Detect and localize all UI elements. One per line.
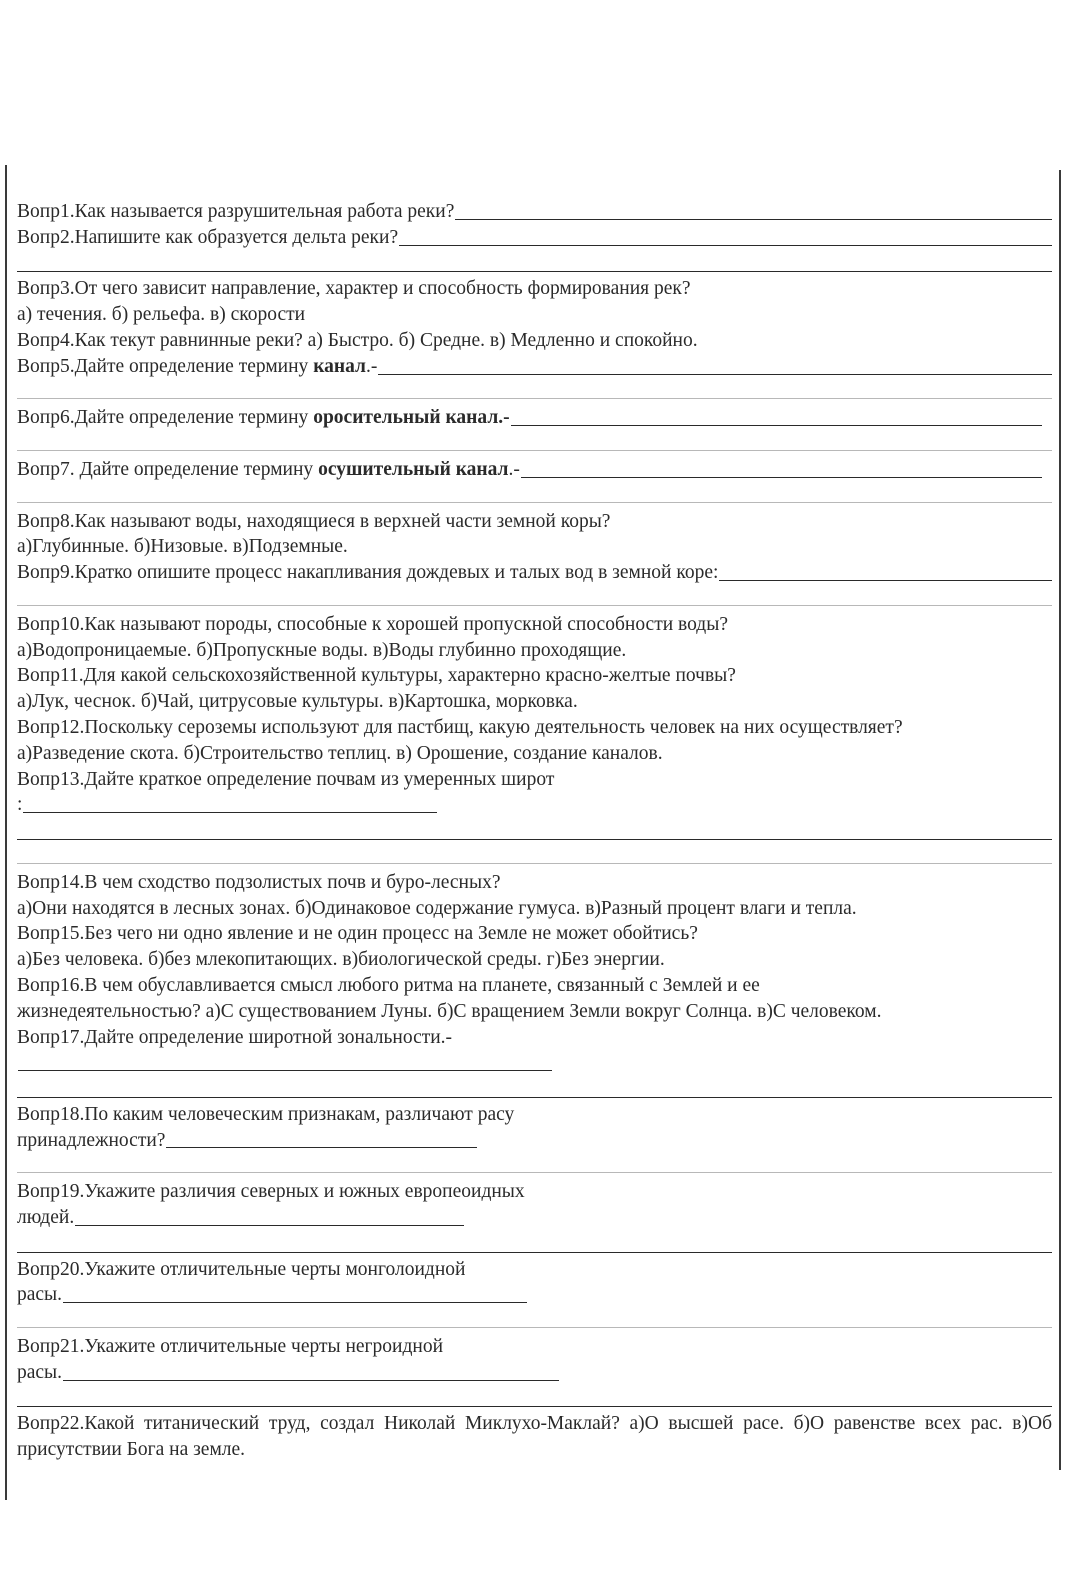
question-19-line-1: Вопр19.Укажите различия северных и южных европеоидных xyxy=(17,1181,525,1203)
question-5-prefix: Вопр5.Дайте определение термину xyxy=(17,355,314,377)
worksheet xyxy=(17,199,1052,1463)
answer-line-17[interactable] xyxy=(18,1070,552,1071)
question-21-line-2: расы. xyxy=(17,1361,63,1383)
question-2 xyxy=(17,225,1052,251)
question-7-suffix: .- xyxy=(508,458,520,480)
page-border-right xyxy=(1059,170,1061,1470)
question-1-text: Вопр1.Как называется разрушительная работа реки? xyxy=(17,201,455,222)
question-18-answer xyxy=(17,1128,477,1154)
answer-line-6b[interactable] xyxy=(17,431,1052,457)
question-13-answer xyxy=(17,792,437,818)
question-20-line-2: расы. xyxy=(17,1284,63,1306)
question-7 xyxy=(17,457,1042,483)
answer-line-6[interactable] xyxy=(511,425,1042,426)
question-4-text: Вопр4.Как текут равнинные реки? а) Быстро. б) Средне. в) Медленно и спокойно. xyxy=(17,329,698,351)
question-13-colon: : xyxy=(17,794,23,816)
question-18-line-1: Вопр18.По каким человеческим признакам, различают расу xyxy=(17,1103,515,1125)
question-3-options: а) течения. б) рельефа. в) скорости xyxy=(17,304,306,326)
question-3-text: Вопр3.От чего зависит направление, характер и способность формирования рек? xyxy=(17,278,691,300)
question-5-term: канал xyxy=(313,355,366,377)
question-15-options: а)Без человека. б)без млекопитающих. в)биологической среды. г)Без энергии. xyxy=(17,949,665,971)
question-11-text: Вопр11.Для какой сельскохозяйственной культуры, характерно красно-желтые почвы? xyxy=(17,665,736,687)
question-14-text: Вопр14.В чем сходство подзолистых почв и буро-лесных? xyxy=(17,871,501,893)
question-18-line-2: принадлежности? xyxy=(17,1129,166,1151)
answer-line-5b[interactable] xyxy=(17,380,1052,406)
answer-line-7b[interactable] xyxy=(17,483,1052,509)
page-border-left xyxy=(5,165,7,1500)
question-16-line-1: Вопр16.В чем обуславливается смысл любого ритма на планете, связанный с Землей и ее xyxy=(17,974,760,996)
question-5-suffix: .- xyxy=(365,355,378,377)
answer-line-20[interactable] xyxy=(63,1302,527,1303)
question-9-text: Вопр9.Кратко опишите процесс накапливания дождевых и талых вод в земной коре: xyxy=(17,562,719,584)
answer-line-5[interactable] xyxy=(378,374,1052,375)
answer-line-17b[interactable] xyxy=(17,1076,1052,1102)
question-13-text: Вопр13.Дайте краткое определение почвам из умеренных широт xyxy=(17,768,555,790)
question-8-options: а)Глубинные. б)Низовые. в)Подземные. xyxy=(17,536,348,558)
question-9 xyxy=(17,560,1052,586)
answer-line-2b[interactable] xyxy=(17,251,1052,277)
question-20-line-1: Вопр20.Укажите отличительные черты монголоидной xyxy=(17,1258,466,1280)
question-20-answer xyxy=(17,1282,527,1308)
question-15-text: Вопр15.Без чего ни одно явление и не один процесс на Земле не может обойтись? xyxy=(17,923,698,945)
answer-line-21[interactable] xyxy=(63,1380,559,1381)
answer-line-13c[interactable] xyxy=(17,844,1052,870)
answer-line-2[interactable] xyxy=(399,245,1052,246)
answer-line-9[interactable] xyxy=(719,580,1052,581)
question-17-answer xyxy=(17,1050,552,1076)
question-6 xyxy=(17,405,1042,431)
question-8-text: Вопр8.Как называют воды, находящиеся в верхней части земной коры? xyxy=(17,510,611,532)
question-17-text: Вопр17.Дайте определение широтной зональности.- xyxy=(17,1026,453,1048)
question-6-term: оросительный канал.- xyxy=(313,407,510,429)
answer-line-13[interactable] xyxy=(23,812,437,813)
question-10-options: а)Водопроницаемые. б)Пропускные воды. в)Воды глубинно проходящие. xyxy=(17,639,627,661)
answer-line-19[interactable] xyxy=(75,1225,464,1226)
answer-line-20b[interactable] xyxy=(17,1308,1052,1334)
answer-line-13b[interactable] xyxy=(17,818,1052,844)
answer-line-21b[interactable] xyxy=(17,1386,1052,1412)
question-6-prefix: Вопр6.Дайте определение термину xyxy=(17,407,314,429)
question-21-line-1: Вопр21.Укажите отличительные черты негроидной xyxy=(17,1336,444,1358)
question-14-options: а)Они находятся в лесных зонах. б)Одинаковое содержание гумуса. в)Разный процент влаги и тепла. xyxy=(17,897,857,919)
answer-line-9b[interactable] xyxy=(17,586,1052,612)
question-1 xyxy=(17,199,1052,225)
question-12-text: Вопр12.Поскольку сероземы используют для пастбищ, какую деятельность человек на них осуществляет? xyxy=(17,716,903,738)
answer-line-1[interactable] xyxy=(455,219,1052,220)
question-10-text: Вопр10.Как называют породы, способные к хорошей пропускной способности воды? xyxy=(17,613,728,635)
answer-line-7[interactable] xyxy=(521,477,1042,478)
question-21-answer xyxy=(17,1360,559,1386)
question-5 xyxy=(17,354,1052,380)
answer-line-19b[interactable] xyxy=(17,1231,1052,1257)
question-11-options: а)Лук, чеснок. б)Чай, цитрусовые культуры. в)Картошка, морковка. xyxy=(17,691,578,713)
answer-line-18[interactable] xyxy=(166,1147,477,1148)
question-12-options: а)Разведение скота. б)Строительство теплиц. в) Орошение, создание каналов. xyxy=(17,742,663,764)
answer-line-18b[interactable] xyxy=(17,1153,1052,1179)
question-19-answer xyxy=(17,1205,464,1231)
question-7-prefix: Вопр7. Дайте определение термину xyxy=(17,458,319,480)
question-16-line-2: жизнедеятельностью? а)С существованием Луны. б)С вращением Земли вокруг Солнца. в)С человеком. xyxy=(17,1000,882,1022)
question-19-line-2: людей. xyxy=(17,1207,75,1229)
question-2-text: Вопр2.Напишите как образуется дельта реки? xyxy=(17,226,399,248)
question-7-term: осушительный канал xyxy=(318,458,509,480)
question-22-text: Вопр22.Какой титанический труд, создал Николай Миклухо-Маклай? а)О высшей расе. б)О равенстве всех рас. в)Об присутствии Бога на земле. xyxy=(17,1413,1052,1461)
